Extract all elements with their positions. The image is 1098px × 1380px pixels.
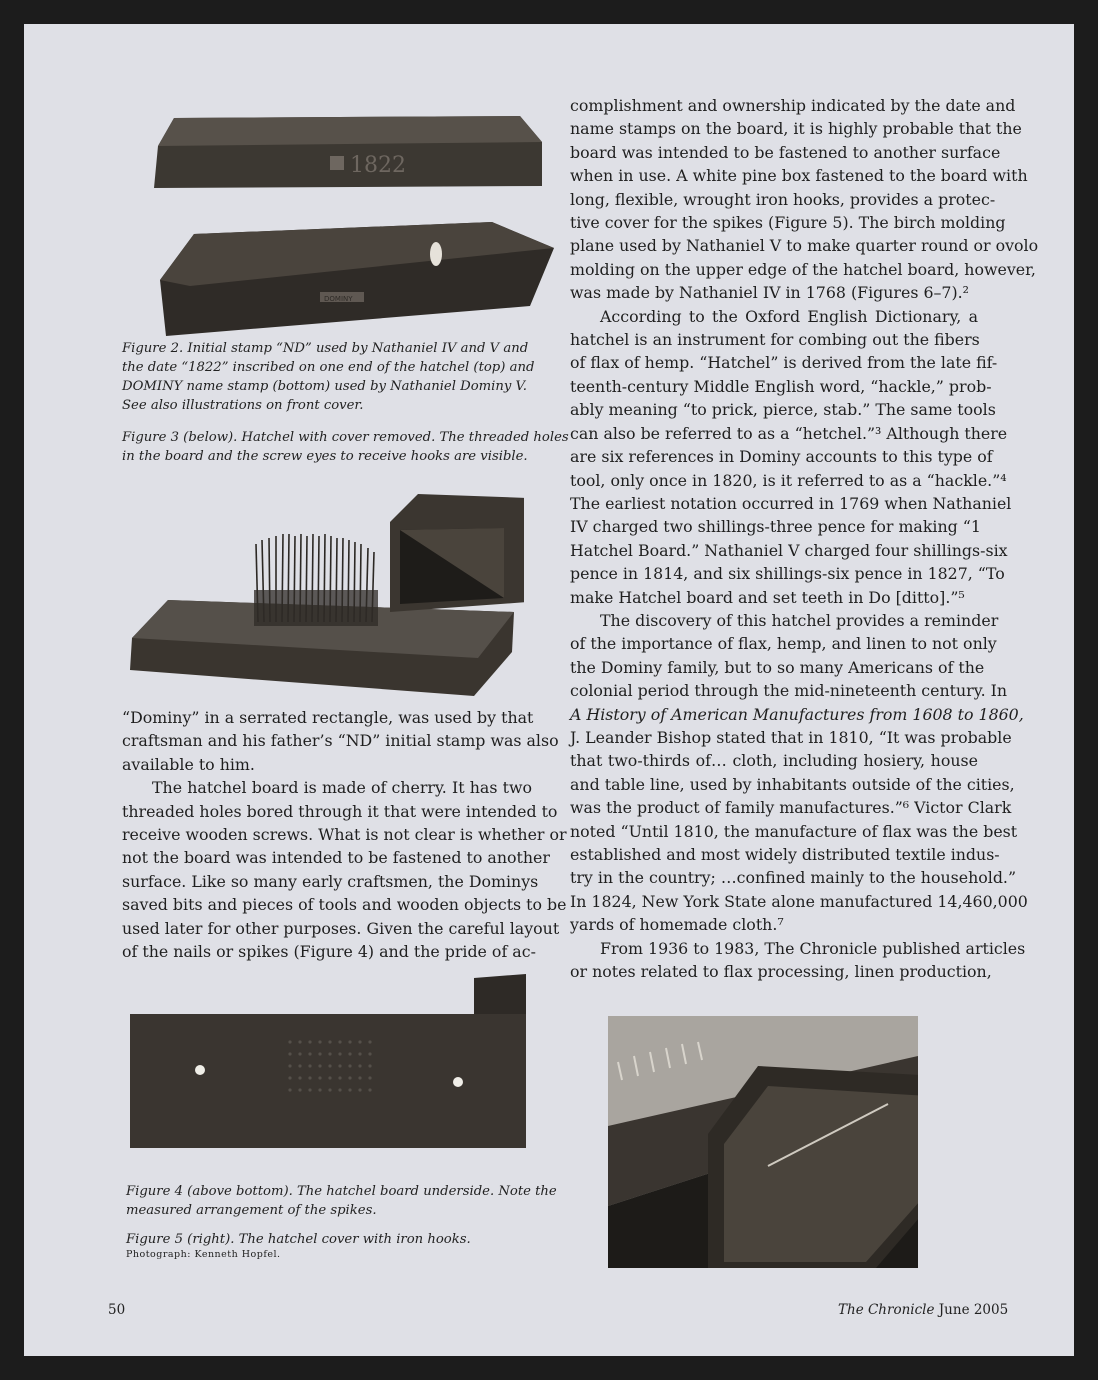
text-line: and table line, used by inhabitants outside of the cities, (570, 774, 1015, 794)
text-line: not the board was intended to be fastened to another (122, 848, 550, 868)
text-line: J. Leander Bishop stated that in 1810, “It was probable (570, 727, 1012, 747)
right-column (570, 94, 1039, 983)
text-line: plane used by Nathaniel V to make quarter round or ovolo (570, 236, 1039, 256)
text-line: are six references in Dominy accounts to this type of (570, 447, 993, 467)
text-line: was made by Nathaniel IV in 1768 (Figures 6–7).² (570, 283, 969, 303)
text-line: craftsman and his father’s “ND” initial stamp was also (122, 731, 559, 751)
text-line: pence in 1814, and six shillings-six pence in 1827, “To (570, 564, 1005, 584)
text-line: tive cover for the spikes (Figure 5). The birch molding (570, 213, 1006, 233)
text-line: From 1936 to 1983, The Chronicle published articles (600, 938, 1026, 958)
text-line: of the nails or spikes (Figure 4) and the pride of ac- (122, 942, 536, 962)
caption-line: DOMINY name stamp (bottom) used by Nathaniel Dominy V. (122, 379, 527, 394)
text-line: try in the country; …confined mainly to the household.” (570, 868, 1017, 888)
text-line: was the product of family manufactures.”⁶ Victor Clark (570, 798, 1012, 818)
stamp-name-text: DOMINY (324, 295, 353, 303)
text-line: the Dominy family, but to so many Americans of the (570, 657, 985, 677)
text-line: established and most widely distributed textile indus- (570, 845, 1000, 864)
text-line: long, flexible, wrought iron hooks, provides a protec- (570, 189, 996, 209)
text-line: receive wooden screws. What is not clear is whether or (122, 825, 567, 845)
caption-line: Figure 2. Initial stamp “ND” used by Nathaniel IV and V and (122, 341, 529, 356)
text-line: Hatchel Board.” Nathaniel V charged four shillings-six (570, 540, 1008, 560)
figure-2-bottom-photo (130, 220, 560, 344)
figure-2-top-photo (150, 112, 560, 192)
text-line: complishment and ownership indicated by the date and (570, 96, 1016, 115)
text-line: board was intended to be fastened to another surface (570, 142, 1001, 162)
figure-4-photo (130, 974, 530, 1150)
figure-2-caption (122, 339, 562, 415)
left-column (122, 706, 567, 963)
text-line: name stamps on the board, it is highly probable that the (570, 119, 1022, 139)
text-line: colonial period through the mid-nineteenth century. In (570, 681, 1008, 701)
text-line: According to the Oxford English Dictionary, a (600, 306, 978, 326)
caption-line: Figure 5 (right). The hatchel cover with iron hooks. (126, 1232, 471, 1247)
text-line: of the importance of flax, hemp, and linen to not only (570, 634, 997, 654)
caption-line: Figure 3 (below). Hatchel with cover removed. The threaded holes (122, 430, 569, 445)
figure-5-photo (608, 1016, 918, 1268)
caption-line: measured arrangement of the spikes. (126, 1203, 377, 1218)
text-line: A History of American Manufactures from 1608 to 1860, (570, 704, 1024, 724)
text-line: threaded holes bored through it that were intended to (122, 801, 558, 821)
text-line: available to him. (122, 754, 255, 774)
figure-3-caption (122, 428, 569, 466)
text-line: IV charged two shillings-three pence for making “1 (570, 517, 981, 537)
text-line: hatchel is an instrument for combing out the fibers (570, 330, 980, 350)
running-footer (838, 1302, 1008, 1318)
caption-line: Figure 4 (above bottom). The hatchel board underside. Note the (126, 1184, 557, 1199)
text-line: “Dominy” in a serrated rectangle, was used by that (122, 708, 534, 727)
text-line: The earliest notation occurred in 1769 when Nathaniel (570, 493, 1012, 513)
text-line: or notes related to flax processing, linen production, (570, 962, 992, 982)
photo-credit: Photograph: Kenneth Hopfel. (126, 1249, 281, 1260)
text-line: noted “Until 1810, the manufacture of flax was the best (570, 821, 1018, 841)
figure-3-photo (128, 482, 524, 700)
text-line: The hatchel board is made of cherry. It has two (152, 778, 532, 798)
text-line: In 1824, New York State alone manufactured 14,460,000 (570, 891, 1028, 911)
text-line: make Hatchel board and set teeth in Do [ditto].”⁵ (570, 587, 965, 607)
caption-line: in the board and the screw eyes to receive hooks are visible. (122, 449, 528, 464)
text-line: yards of homemade cloth.⁷ (570, 915, 784, 935)
text-line: teenth-century Middle English word, “hackle,” prob- (570, 376, 992, 396)
figure-5-caption (126, 1230, 546, 1261)
caption-line: See also illustrations on front cover. (122, 398, 364, 413)
text-line: surface. Like so many early craftsmen, the Dominys (122, 871, 539, 891)
stamp-date-text: 1822 (350, 153, 406, 178)
text-line: molding on the upper edge of the hatchel board, however, (570, 259, 1036, 279)
issue-date: June 2005 (938, 1302, 1009, 1318)
page-number: 50 (108, 1302, 126, 1318)
text-line: used later for other purposes. Given the careful layout (122, 918, 560, 938)
text-line: ably meaning “to prick, pierce, stab.” The same tools (570, 400, 996, 420)
figure-4-caption (126, 1182, 557, 1220)
journal-title: The Chronicle (838, 1302, 935, 1318)
text-line: The discovery of this hatchel provides a reminder (600, 610, 999, 630)
text-line: when in use. A white pine box fastened to the board with (570, 166, 1028, 186)
text-line: that two-thirds of… cloth, including hosiery, house (570, 751, 978, 771)
text-line: saved bits and pieces of tools and wooden objects to be (122, 895, 567, 915)
page (24, 24, 1074, 1356)
caption-line: the date “1822” inscribed on one end of the hatchel (top) and (122, 360, 535, 375)
text-line: can also be referred to as a “hetchel.”³ Although there (570, 423, 1008, 443)
text-line: tool, only once in 1820, is it referred to as a “hackle.”⁴ (570, 470, 1007, 490)
text-line: of flax of hemp. “Hatchel” is derived from the late fif- (570, 353, 998, 373)
